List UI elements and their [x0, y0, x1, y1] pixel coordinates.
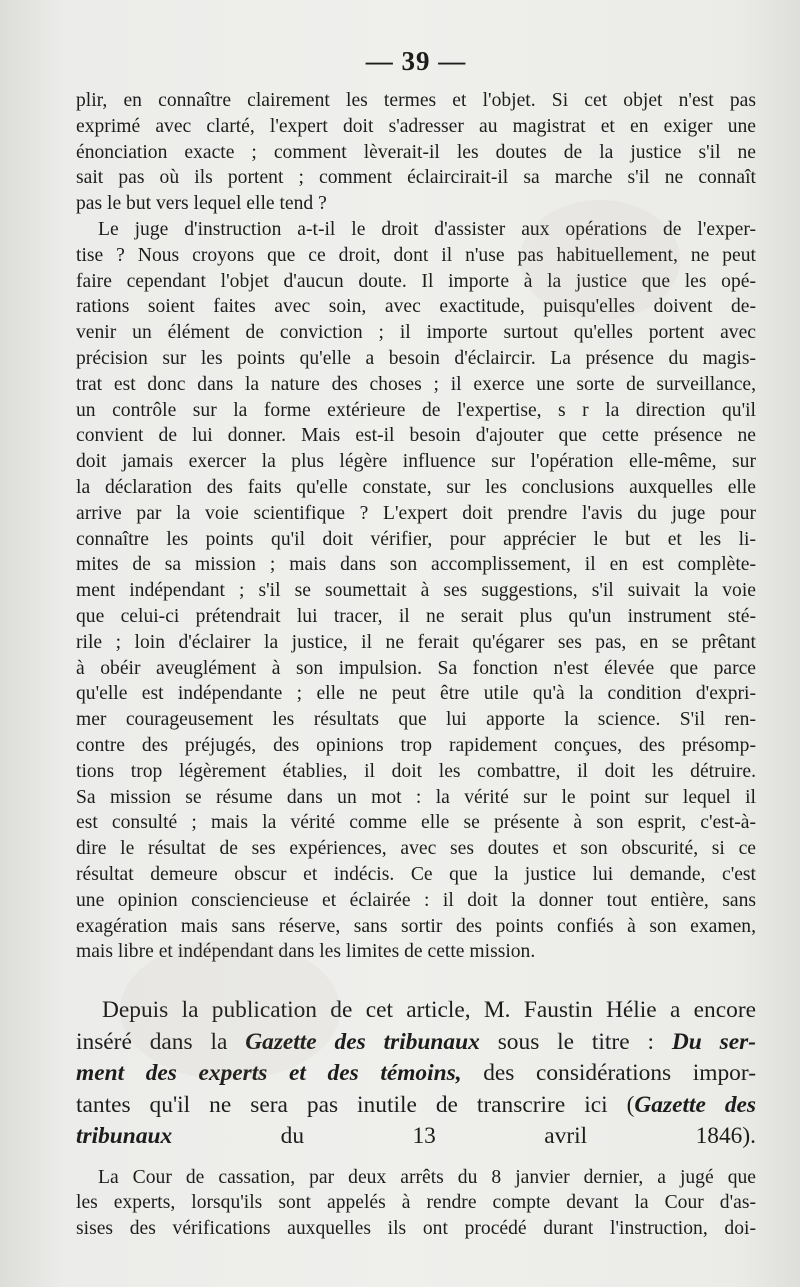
text-line [76, 1121, 756, 1153]
text-line: exprimé avec clarté, l'expert doit s'adresser au magistrat et en exiger une [76, 115, 756, 137]
text-line [76, 1090, 756, 1122]
paper-stain [520, 200, 680, 320]
text-line: mer courageusement les résultats que lui apporte la science. S'il ren- [76, 709, 756, 731]
article-title: ment des experts et des témoins, [76, 1060, 462, 1087]
text-line: connaître les points qu'il doit vérifier, pour apprécier le but et les li- [76, 528, 756, 550]
journal-title: Gazette des tribunaux [245, 1028, 480, 1055]
page-number: — 39 — [365, 46, 467, 76]
text-run: du 13 avril 1846). [280, 1123, 756, 1150]
text-line: tise ? Nous croyons que ce droit, dont il n'use pas habituellement, ne peut [76, 244, 756, 266]
paragraph-2-text [76, 217, 756, 965]
journal-title: tribunaux [76, 1123, 173, 1150]
text-line: faire cependant l'objet d'aucun doute. Il importe à la justice que les opé- [76, 270, 756, 292]
text-line: trat est donc dans la nature des choses ; il exerce une sorte de surveillance, [76, 373, 756, 395]
text-run: des considérations impor- [483, 1060, 756, 1087]
text-line: la déclaration des faits qu'elle constate, sur les conclusions auxquelles elle [76, 476, 756, 498]
text-line: à obéir aveuglément à son impulsion. Sa fonction n'est élevée que parce [76, 657, 756, 679]
text-line: convient de lui donner. Mais est-il besoin d'ajouter que cette présence ne [76, 425, 756, 447]
text-line: que celui-ci prétendrait lui tracer, il ne serait plus qu'un instrument sté- [76, 605, 756, 627]
text-run: inséré dans la [76, 1028, 228, 1055]
text-line: Sa mission se résume dans un mot : la vérité sur le point sur lequel il [76, 786, 756, 808]
text-line: qu'elle est indépendante ; elle ne peut être utile qu'à la condition d'expri- [76, 683, 756, 705]
text-run: sous le titre : [497, 1028, 654, 1055]
text-line: sait pas où ils portent ; comment éclaircirait-il sa marche s'il ne connaît [76, 167, 756, 189]
paragraph-1 [76, 88, 756, 217]
article-title: Du ser- [671, 1028, 756, 1055]
text-line: arrive par la voie scientifique ? L'expert doit prendre l'avis du juge pour [76, 502, 756, 524]
text-line: tions trop légèrement établies, il doit les combattre, il doit les détruire. [76, 760, 756, 782]
paper-stain [120, 940, 340, 1080]
text-line: doit jamais exercer la plus légère influence sur l'opération elle-même, sur [76, 451, 756, 473]
text-line: Le juge d'instruction a-t-il le droit d'assister aux opérations de l'exper- [98, 218, 756, 240]
text-line: ment indépendant ; s'il se soumettait à ses suggestions, s'il suivait la voie [76, 580, 756, 602]
text-line: rations soient faites avec soin, avec exactitude, puisqu'elles doivent de- [76, 296, 756, 318]
text-line: pas le but vers lequel elle tend ? [76, 193, 327, 215]
text-line: mites de sa mission ; mais dans son accomplissement, il en est complète- [76, 554, 756, 576]
text-line: contre des préjugés, des opinions trop rapidement conçues, des présomp- [76, 734, 756, 756]
text-line: rile ; loin d'éclairer la justice, il ne ferait qu'égarer ses pas, en se prêtant [76, 631, 756, 653]
text-line: venir un élément de conviction ; il importe surtout qu'elles portent avec [76, 322, 756, 344]
text-line: un contrôle sur la forme extérieure de l'expertise, s r la direction qu'il [76, 399, 756, 421]
text-line: précision sur les points qu'elle a besoin d'éclaircir. La présence du magis- [76, 347, 756, 369]
paragraph-4-text [76, 1165, 756, 1242]
text-line: La Cour de cassation, par deux arrêts du 8 janvier dernier, a jugé que [98, 1166, 756, 1188]
text-line: mais libre et indépendant dans les limites de cette mission. [76, 941, 536, 963]
journal-title: Gazette des [634, 1091, 757, 1118]
text-line: énonciation exacte ; comment lèverait-il les doutes de la justice s'il ne [76, 141, 756, 163]
text-line: sises des vérifications auxquelles ils ont procédé durant l'instruction, doi- [76, 1218, 756, 1240]
text-line: une opinion consciencieuse et éclairée : il doit la donner tout entière, sans [76, 889, 756, 911]
text-line: résultat demeure obscur et indécis. Ce que la justice lui demande, c'est [76, 863, 756, 885]
paragraph-1-text [76, 88, 756, 217]
text-line: plir, en connaître clairement les termes et l'objet. Si cet objet n'est pas [76, 90, 756, 111]
text-line: les experts, lorsqu'ils sont appelés à rendre compte devant la Cour d'as- [76, 1192, 756, 1214]
paragraph-4 [76, 1165, 756, 1242]
text-line: exagération mais sans réserve, sans sortir des points confiés à son examen, [76, 915, 756, 937]
paragraph-2 [76, 217, 756, 965]
text-run: Depuis la publication de cet article, M. Faustin Hélie a encore [102, 997, 756, 1024]
text-run: tantes qu'il ne sera pas inutile de transcrire ici ( [76, 1091, 635, 1118]
text-line: est consulté ; mais la vérité comme elle se présente à son esprit, c'est-à- [76, 812, 756, 834]
text-line: dire le résultat de ses expériences, avec ses doutes et son obscurité, si ce [76, 838, 756, 860]
